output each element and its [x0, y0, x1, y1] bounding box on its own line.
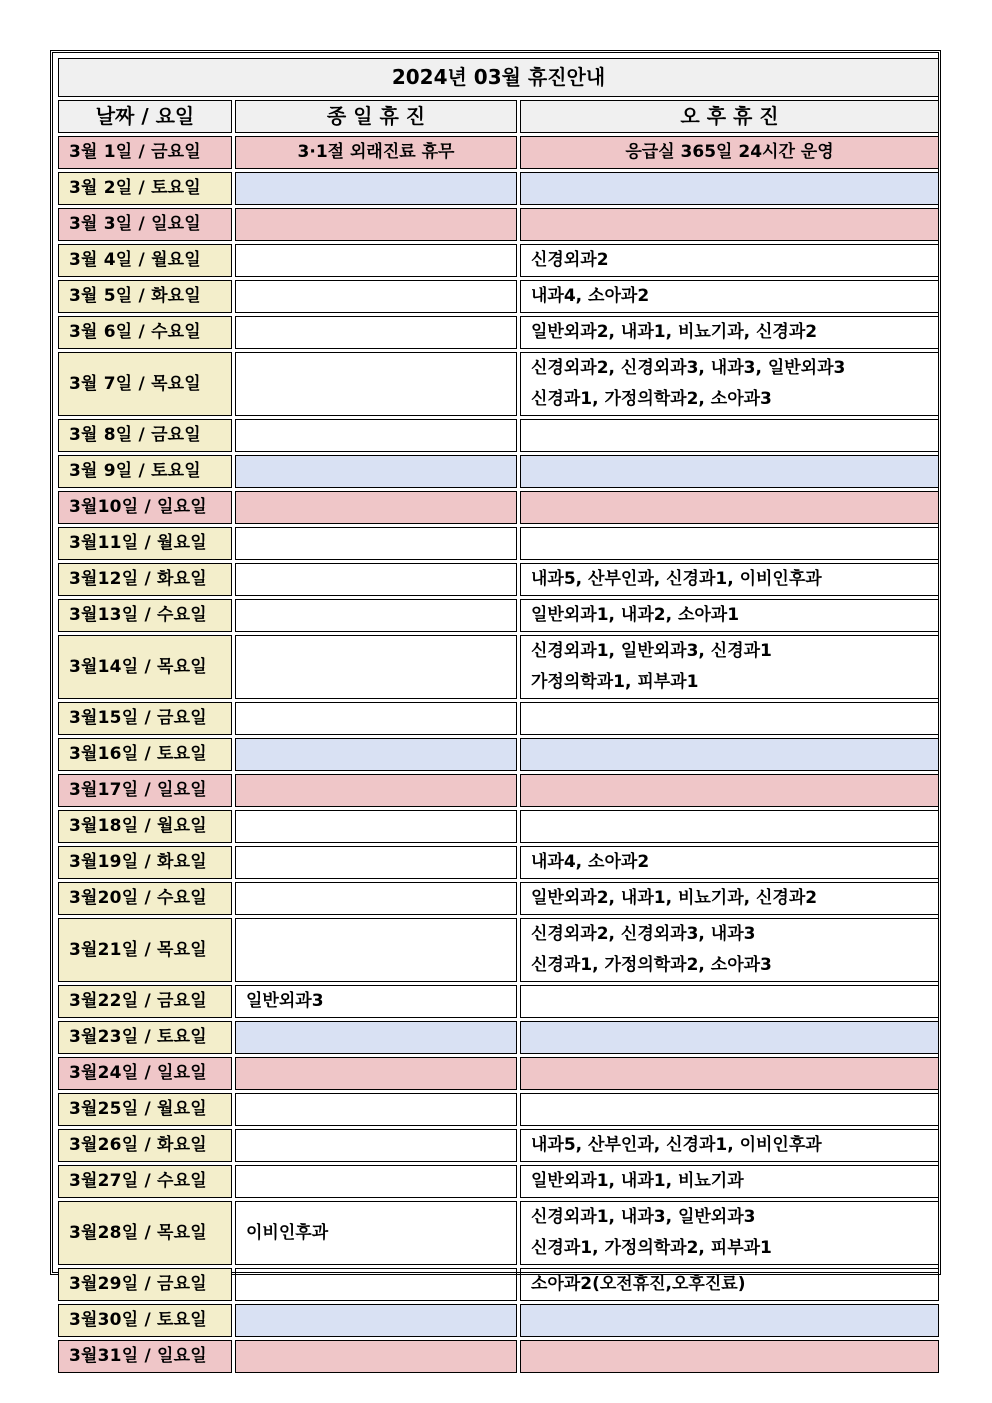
full-day-closure-cell — [235, 316, 517, 349]
afternoon-closure-cell — [520, 738, 939, 771]
table-row — [58, 846, 939, 879]
afternoon-closure-cell — [520, 208, 939, 241]
afternoon-closure-cell — [520, 527, 939, 560]
date-cell: 3월25일 / 월요일 — [58, 1093, 232, 1126]
table-row — [58, 1304, 939, 1337]
table-row — [58, 172, 939, 205]
date-cell: 3월 8일 / 금요일 — [58, 419, 232, 452]
afternoon-closure-cell — [520, 455, 939, 488]
full-day-closure-cell — [235, 352, 517, 416]
afternoon-closure-line: 신경과1, 가정의학과2, 피부과1 — [531, 1238, 772, 1258]
afternoon-closure-cell — [520, 244, 939, 277]
closure-schedule-table — [55, 55, 942, 1376]
full-day-closure-cell — [235, 1057, 517, 1090]
table-row — [58, 774, 939, 807]
table-row — [58, 1129, 939, 1162]
table-row — [58, 635, 939, 699]
afternoon-closure-line: 일반외과2, 내과1, 비뇨기과, 신경과2 — [531, 322, 818, 342]
full-day-closure-cell — [235, 1129, 517, 1162]
full-day-closure-cell: 일반외과3 — [235, 985, 517, 1018]
table-row — [58, 491, 939, 524]
afternoon-closure-line: 내과5, 산부인과, 신경과1, 이비인후과 — [531, 569, 822, 589]
afternoon-closure-line: 신경외과2, 신경외과3, 내과3 — [531, 924, 756, 944]
afternoon-closure-cell — [520, 1304, 939, 1337]
table-row — [58, 1268, 939, 1301]
table-row — [58, 1093, 939, 1126]
full-day-closure-cell — [235, 244, 517, 277]
full-day-closure-cell — [235, 280, 517, 313]
table-row — [58, 599, 939, 632]
table-row — [58, 1021, 939, 1054]
afternoon-closure-cell — [520, 352, 939, 416]
full-day-closure-cell — [235, 527, 517, 560]
full-day-closure-cell — [235, 1093, 517, 1126]
table-row — [58, 352, 939, 416]
table-row — [58, 985, 939, 1018]
afternoon-closure-cell — [520, 918, 939, 982]
afternoon-closure-cell — [520, 1268, 939, 1301]
afternoon-closure-line: 일반외과2, 내과1, 비뇨기과, 신경과2 — [531, 888, 818, 908]
table-row — [58, 882, 939, 915]
afternoon-closure-line: 소아과2(오전휴진,오후진료) — [531, 1274, 746, 1294]
date-cell: 3월31일 / 일요일 — [58, 1340, 232, 1373]
table-row — [58, 563, 939, 596]
afternoon-closure-line: 응급실 365일 24시간 운영 — [625, 142, 834, 162]
full-day-closure-cell — [235, 419, 517, 452]
full-day-closure-cell — [235, 1021, 517, 1054]
title-row — [58, 58, 939, 97]
afternoon-closure-line: 내과5, 산부인과, 신경과1, 이비인후과 — [531, 1135, 822, 1155]
table-row — [58, 702, 939, 735]
date-cell: 3월 1일 / 금요일 — [58, 136, 232, 169]
table-row — [58, 208, 939, 241]
full-day-closure-cell — [235, 172, 517, 205]
full-day-closure-cell: 이비인후과 — [235, 1201, 517, 1265]
afternoon-closure-cell — [520, 1340, 939, 1373]
full-day-closure-cell — [235, 846, 517, 879]
date-cell: 3월13일 / 수요일 — [58, 599, 232, 632]
afternoon-closure-line: 내과4, 소아과2 — [531, 852, 650, 872]
header-afternoon: 오 후 휴 진 — [520, 100, 939, 133]
afternoon-closure-cell — [520, 1129, 939, 1162]
table-row — [58, 136, 939, 169]
afternoon-closure-line: 신경외과1, 내과3, 일반외과3 — [531, 1207, 756, 1227]
afternoon-closure-line: 신경과1, 가정의학과2, 소아과3 — [531, 389, 772, 409]
table-row — [58, 419, 939, 452]
afternoon-closure-cell — [520, 1201, 939, 1265]
full-day-closure-cell — [235, 491, 517, 524]
full-day-closure-cell — [235, 1340, 517, 1373]
afternoon-closure-cell — [520, 774, 939, 807]
date-cell: 3월14일 / 목요일 — [58, 635, 232, 699]
date-cell: 3월21일 / 목요일 — [58, 918, 232, 982]
afternoon-closure-cell — [520, 316, 939, 349]
date-cell: 3월26일 / 화요일 — [58, 1129, 232, 1162]
date-cell: 3월 6일 / 수요일 — [58, 316, 232, 349]
afternoon-closure-cell — [520, 985, 939, 1018]
afternoon-closure-line: 신경외과2 — [531, 250, 609, 270]
table-row — [58, 455, 939, 488]
afternoon-closure-cell — [520, 1165, 939, 1198]
date-cell: 3월10일 / 일요일 — [58, 491, 232, 524]
full-day-closure-cell — [235, 1165, 517, 1198]
table-row — [58, 918, 939, 982]
afternoon-closure-line: 신경외과1, 일반외과3, 신경과1 — [531, 641, 772, 661]
page-title: 2024년 03월 휴진안내 — [58, 58, 939, 97]
header-date: 날짜 / 요일 — [58, 100, 232, 133]
date-cell: 3월20일 / 수요일 — [58, 882, 232, 915]
date-cell: 3월30일 / 토요일 — [58, 1304, 232, 1337]
table-row — [58, 1057, 939, 1090]
table-row — [58, 1340, 939, 1373]
afternoon-closure-cell — [520, 136, 939, 169]
afternoon-closure-cell — [520, 1021, 939, 1054]
afternoon-closure-cell — [520, 599, 939, 632]
header-row — [58, 100, 939, 133]
table-row — [58, 1201, 939, 1265]
full-day-closure-cell — [235, 1268, 517, 1301]
date-cell: 3월16일 / 토요일 — [58, 738, 232, 771]
table-row — [58, 280, 939, 313]
full-day-closure-cell — [235, 702, 517, 735]
schedule-frame — [50, 50, 941, 1366]
afternoon-closure-cell — [520, 491, 939, 524]
table-row — [58, 244, 939, 277]
afternoon-closure-cell — [520, 1093, 939, 1126]
afternoon-closure-line: 일반외과1, 내과1, 비뇨기과 — [531, 1171, 744, 1191]
full-day-closure-cell — [235, 810, 517, 843]
afternoon-closure-line: 일반외과1, 내과2, 소아과1 — [531, 605, 740, 625]
full-day-closure-cell — [235, 774, 517, 807]
date-cell: 3월 9일 / 토요일 — [58, 455, 232, 488]
date-cell: 3월11일 / 월요일 — [58, 527, 232, 560]
afternoon-closure-line: 가정의학과1, 피부과1 — [531, 672, 699, 692]
afternoon-closure-cell — [520, 702, 939, 735]
full-day-closure-cell — [235, 455, 517, 488]
afternoon-closure-cell — [520, 1057, 939, 1090]
date-cell: 3월22일 / 금요일 — [58, 985, 232, 1018]
table-row — [58, 738, 939, 771]
date-cell: 3월29일 / 금요일 — [58, 1268, 232, 1301]
full-day-closure-cell — [235, 563, 517, 596]
full-day-closure-cell — [235, 599, 517, 632]
afternoon-closure-cell — [520, 172, 939, 205]
afternoon-closure-cell — [520, 635, 939, 699]
date-cell: 3월 7일 / 목요일 — [58, 352, 232, 416]
afternoon-closure-cell — [520, 846, 939, 879]
full-day-closure-cell — [235, 635, 517, 699]
date-cell: 3월 4일 / 월요일 — [58, 244, 232, 277]
afternoon-closure-cell — [520, 280, 939, 313]
date-cell: 3월24일 / 일요일 — [58, 1057, 232, 1090]
afternoon-closure-line: 내과4, 소아과2 — [531, 286, 650, 306]
afternoon-closure-cell — [520, 419, 939, 452]
date-cell: 3월27일 / 수요일 — [58, 1165, 232, 1198]
date-cell: 3월19일 / 화요일 — [58, 846, 232, 879]
full-day-closure-cell — [235, 208, 517, 241]
full-day-closure-cell — [235, 738, 517, 771]
table-row — [58, 316, 939, 349]
date-cell: 3월 5일 / 화요일 — [58, 280, 232, 313]
date-cell: 3월28일 / 목요일 — [58, 1201, 232, 1265]
date-cell: 3월15일 / 금요일 — [58, 702, 232, 735]
date-cell: 3월18일 / 월요일 — [58, 810, 232, 843]
date-cell: 3월17일 / 일요일 — [58, 774, 232, 807]
table-row — [58, 810, 939, 843]
date-cell: 3월 2일 / 토요일 — [58, 172, 232, 205]
full-day-closure-cell — [235, 882, 517, 915]
afternoon-closure-cell — [520, 882, 939, 915]
afternoon-closure-cell — [520, 563, 939, 596]
table-row — [58, 527, 939, 560]
date-cell: 3월12일 / 화요일 — [58, 563, 232, 596]
header-full-day: 종 일 휴 진 — [235, 100, 517, 133]
full-day-closure-cell: 3·1절 외래진료 휴무 — [235, 136, 517, 169]
afternoon-closure-cell — [520, 810, 939, 843]
table-row — [58, 1165, 939, 1198]
full-day-closure-cell — [235, 918, 517, 982]
afternoon-closure-line: 신경과1, 가정의학과2, 소아과3 — [531, 955, 772, 975]
afternoon-closure-line: 신경외과2, 신경외과3, 내과3, 일반외과3 — [531, 358, 846, 378]
date-cell: 3월 3일 / 일요일 — [58, 208, 232, 241]
full-day-closure-cell — [235, 1304, 517, 1337]
date-cell: 3월23일 / 토요일 — [58, 1021, 232, 1054]
